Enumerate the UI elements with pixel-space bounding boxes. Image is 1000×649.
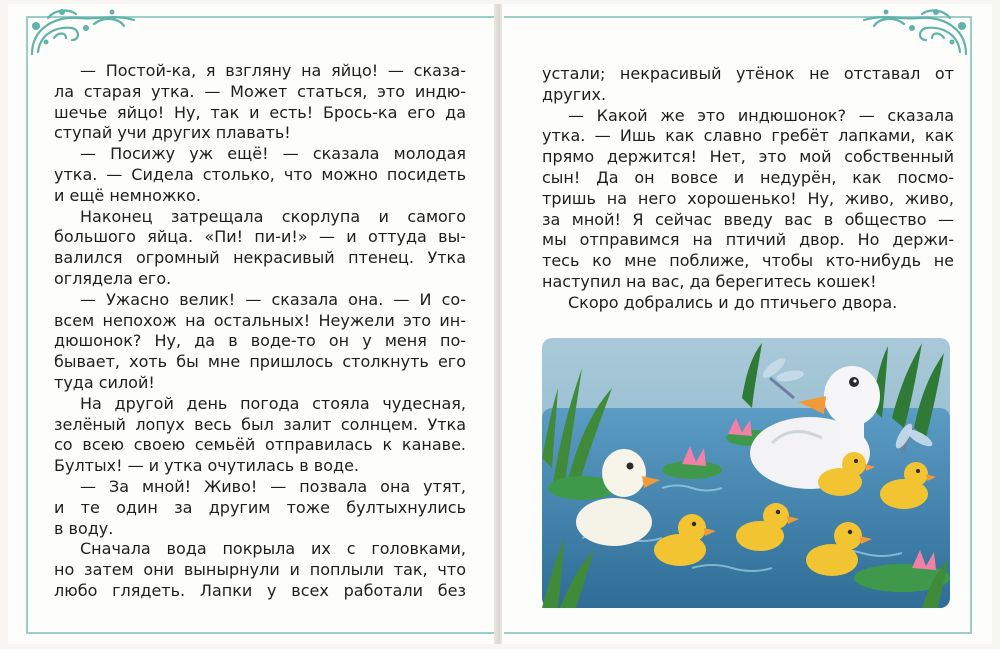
text-line: утка. — Ишь как славно гребёт лапками, как	[542, 126, 954, 146]
text-line: шечье яйцо! Ну, так и есть! Брось-ка его да	[54, 102, 466, 122]
corner-ornament-icon	[844, 4, 974, 64]
text-line: со всею своею семьёй отправилась к канаве.	[54, 435, 466, 455]
text-line: тришь на него хорошенько! Ну, живо, живо,	[542, 188, 954, 208]
text-line: прямо держится! Нет, это мой собственный	[542, 147, 954, 167]
text-line: в воду.	[54, 518, 114, 538]
text-line: — За мной! Живо! — позвала она утят,	[80, 476, 466, 496]
text-line: но затем они вынырнули и поплыли так, что	[54, 560, 466, 580]
text-line: и те один за другим тоже бултыхнулись	[54, 497, 466, 517]
text-line: оглядела его.	[54, 268, 172, 288]
text-line: туда силой!	[54, 372, 155, 392]
text-line: На другой день погода стояла чудесная,	[80, 393, 466, 413]
pond-picture	[542, 338, 950, 608]
text-line: дюшонок? Ну, да в воде-то он у меня по-	[54, 331, 466, 351]
text-line: бывает, хоть бы мне пришлось столкнуть его	[54, 352, 466, 372]
text-line: Скоро добрались и до птичьего двора.	[568, 292, 898, 312]
text-line: — Ужасно велик! — сказала она. — И со-	[80, 289, 466, 309]
text-line: всем непохож на остальных! Неужели это ин-	[54, 310, 466, 330]
text-line: сын! Да он вовсе и недурён, как посмо-	[542, 167, 954, 187]
text-line: ступай учи других плавать!	[54, 123, 291, 143]
text-line: валился огромный некрасивый птенец. Утка	[54, 248, 466, 268]
text-line: мы отправимся на птичий двор. Но держи-	[542, 230, 954, 250]
text-line: тесь ко мне поближе, чтобы кто-нибудь не	[542, 251, 954, 271]
text-line: и ещё немножко.	[54, 185, 201, 205]
right-page-text	[542, 64, 954, 314]
text-line: любо глядеть. Лапки у всех работали без	[54, 580, 466, 600]
text-line: устали; некрасивый утёнок не отставал от	[542, 64, 954, 83]
right-page	[502, 4, 992, 644]
text-line: за мной! Я сейчас введу вас в общество —	[542, 209, 954, 229]
text-line: других.	[542, 84, 607, 104]
text-line: Бултых! — и утка очутилась в воде.	[54, 456, 360, 476]
text-line: утка. — Сидела столько, что можно посидеть	[54, 164, 466, 184]
text-line: ла старая утка. — Может статься, это индю-	[54, 81, 466, 101]
left-page	[8, 4, 498, 644]
duck-family-illustration	[542, 338, 950, 608]
text-line: — Какой же это индюшонок? — сказала	[568, 105, 954, 125]
text-line: — Постой-ка, я взгляну на яйцо! — сказа-	[80, 61, 466, 80]
text-line: наступил на вас, да берегитесь кошек!	[542, 271, 877, 291]
text-line: — Посижу уж ещё! — сказала молодая	[80, 144, 466, 164]
left-page-text	[54, 61, 466, 602]
corner-ornament-icon	[24, 4, 154, 64]
text-line: Сначала вода покрыла их с головками,	[80, 539, 466, 559]
text-line: зелёный лопух весь был залит солнцем. Утка	[54, 414, 466, 434]
text-line: большого яйца. «Пи! пи-и!» — и оттуда вы-	[54, 227, 466, 247]
text-line: Наконец затрещала скорлупа и самого	[80, 206, 466, 226]
